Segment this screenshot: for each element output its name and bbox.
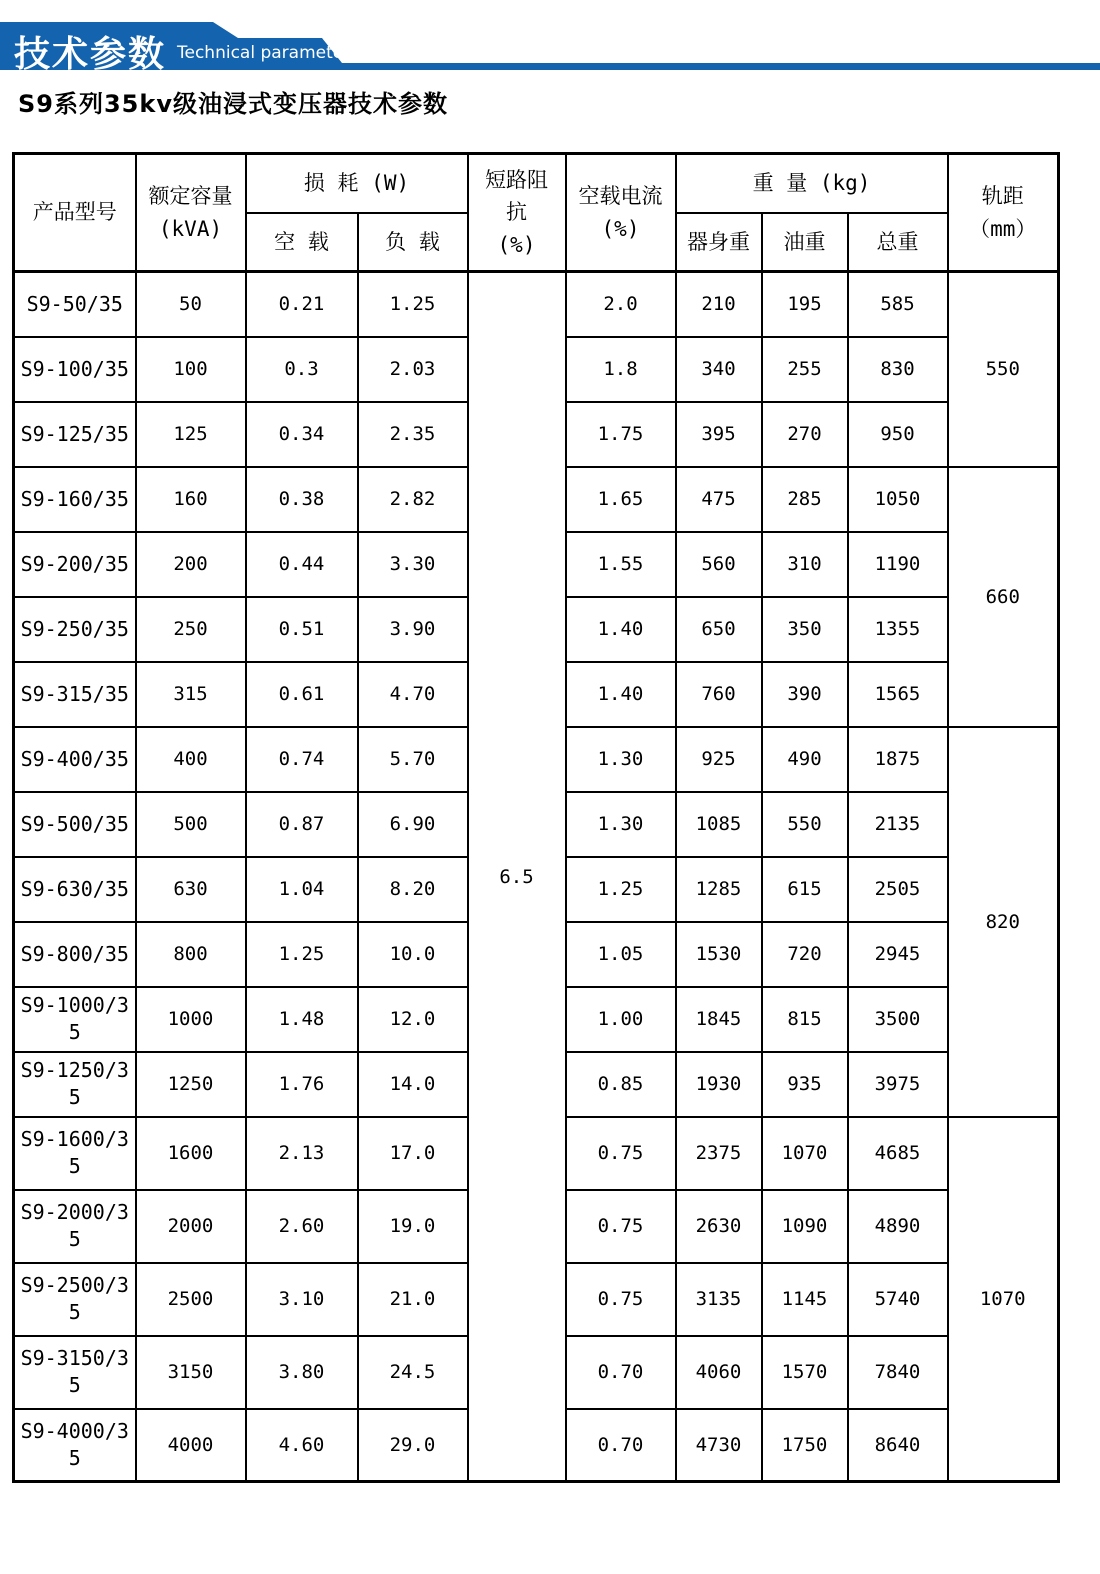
col-header-weight-group: 重 量 (kg) bbox=[676, 154, 948, 213]
no-load-loss-cell: 0.74 bbox=[246, 727, 358, 792]
body-weight-cell: 925 bbox=[676, 727, 762, 792]
total-weight-cell: 3975 bbox=[848, 1052, 948, 1117]
model-cell: S9-500/35 bbox=[14, 792, 136, 857]
capacity-cell: 200 bbox=[136, 532, 246, 597]
no-load-loss-cell: 0.38 bbox=[246, 467, 358, 532]
no-load-current-cell: 1.55 bbox=[566, 532, 676, 597]
total-weight-cell: 1875 bbox=[848, 727, 948, 792]
capacity-cell: 4000 bbox=[136, 1409, 246, 1482]
capacity-cell: 2000 bbox=[136, 1190, 246, 1263]
no-load-current-cell: 1.05 bbox=[566, 922, 676, 987]
no-load-loss-cell: 0.21 bbox=[246, 272, 358, 337]
oil-weight-cell: 350 bbox=[762, 597, 848, 662]
load-loss-cell: 8.20 bbox=[358, 857, 468, 922]
no-load-current-cell: 1.75 bbox=[566, 402, 676, 467]
capacity-cell: 500 bbox=[136, 792, 246, 857]
load-loss-cell: 21.0 bbox=[358, 1263, 468, 1336]
body-weight-cell: 1285 bbox=[676, 857, 762, 922]
total-weight-cell: 585 bbox=[848, 272, 948, 337]
no-load-loss-cell: 4.60 bbox=[246, 1409, 358, 1482]
total-weight-cell: 2945 bbox=[848, 922, 948, 987]
load-loss-cell: 14.0 bbox=[358, 1052, 468, 1117]
total-weight-cell: 950 bbox=[848, 402, 948, 467]
no-load-loss-cell: 0.87 bbox=[246, 792, 358, 857]
oil-weight-cell: 1070 bbox=[762, 1117, 848, 1190]
model-cell: S9-125/35 bbox=[14, 402, 136, 467]
load-loss-cell: 2.35 bbox=[358, 402, 468, 467]
no-load-current-cell: 1.00 bbox=[566, 987, 676, 1052]
body-weight-cell: 1530 bbox=[676, 922, 762, 987]
no-load-loss-cell: 0.44 bbox=[246, 532, 358, 597]
col-header-noload-current: 空载电流 (%) bbox=[566, 154, 676, 272]
table-body bbox=[14, 272, 1059, 1482]
no-load-loss-cell: 1.48 bbox=[246, 987, 358, 1052]
capacity-cell: 1600 bbox=[136, 1117, 246, 1190]
oil-weight-cell: 615 bbox=[762, 857, 848, 922]
capacity-cell: 125 bbox=[136, 402, 246, 467]
model-cell: S9-800/35 bbox=[14, 922, 136, 987]
gauge-cell: 820 bbox=[948, 727, 1059, 1117]
total-weight-cell: 2505 bbox=[848, 857, 948, 922]
total-weight-cell: 1190 bbox=[848, 532, 948, 597]
model-cell: S9-50/35 bbox=[14, 272, 136, 337]
no-load-current-cell: 1.30 bbox=[566, 727, 676, 792]
no-load-current-cell: 0.70 bbox=[566, 1409, 676, 1482]
capacity-cell: 2500 bbox=[136, 1263, 246, 1336]
no-load-loss-cell: 1.04 bbox=[246, 857, 358, 922]
load-loss-cell: 17.0 bbox=[358, 1117, 468, 1190]
body-weight-cell: 1845 bbox=[676, 987, 762, 1052]
model-cell: S9-315/35 bbox=[14, 662, 136, 727]
body-weight-cell: 3135 bbox=[676, 1263, 762, 1336]
load-loss-cell: 4.70 bbox=[358, 662, 468, 727]
no-load-loss-cell: 3.10 bbox=[246, 1263, 358, 1336]
load-loss-cell: 12.0 bbox=[358, 987, 468, 1052]
banner-title-cn: 技术参数 bbox=[14, 34, 167, 75]
total-weight-cell: 4890 bbox=[848, 1190, 948, 1263]
gauge-cell: 660 bbox=[948, 467, 1059, 727]
load-loss-cell: 10.0 bbox=[358, 922, 468, 987]
banner-title-en: Technical parameter bbox=[177, 43, 351, 63]
oil-weight-cell: 490 bbox=[762, 727, 848, 792]
total-weight-cell: 2135 bbox=[848, 792, 948, 857]
capacity-cell: 100 bbox=[136, 337, 246, 402]
model-cell: S9-1600/35 bbox=[14, 1117, 136, 1190]
body-weight-cell: 210 bbox=[676, 272, 762, 337]
no-load-current-cell: 0.75 bbox=[566, 1263, 676, 1336]
load-loss-cell: 1.25 bbox=[358, 272, 468, 337]
load-loss-cell: 5.70 bbox=[358, 727, 468, 792]
spec-table bbox=[12, 152, 1060, 1483]
no-load-loss-cell: 0.61 bbox=[246, 662, 358, 727]
capacity-cell: 800 bbox=[136, 922, 246, 987]
col-header-weight-total: 总重 bbox=[848, 213, 948, 272]
oil-weight-cell: 1570 bbox=[762, 1336, 848, 1409]
page-title: S9系列35kv级油浸式变压器技术参数 bbox=[18, 90, 448, 118]
model-cell: S9-100/35 bbox=[14, 337, 136, 402]
oil-weight-cell: 270 bbox=[762, 402, 848, 467]
no-load-current-cell: 1.25 bbox=[566, 857, 676, 922]
no-load-loss-cell: 0.3 bbox=[246, 337, 358, 402]
load-loss-cell: 3.90 bbox=[358, 597, 468, 662]
model-cell: S9-400/35 bbox=[14, 727, 136, 792]
capacity-cell: 50 bbox=[136, 272, 246, 337]
impedance-cell: 6.5 bbox=[468, 272, 566, 1482]
oil-weight-cell: 1145 bbox=[762, 1263, 848, 1336]
col-header-loss-noload: 空 载 bbox=[246, 213, 358, 272]
total-weight-cell: 5740 bbox=[848, 1263, 948, 1336]
capacity-cell: 315 bbox=[136, 662, 246, 727]
load-loss-cell: 3.30 bbox=[358, 532, 468, 597]
header-row-1 bbox=[14, 154, 1059, 213]
load-loss-cell: 2.03 bbox=[358, 337, 468, 402]
oil-weight-cell: 1090 bbox=[762, 1190, 848, 1263]
no-load-current-cell: 1.40 bbox=[566, 597, 676, 662]
oil-weight-cell: 720 bbox=[762, 922, 848, 987]
body-weight-cell: 2630 bbox=[676, 1190, 762, 1263]
total-weight-cell: 8640 bbox=[848, 1409, 948, 1482]
model-cell: S9-630/35 bbox=[14, 857, 136, 922]
model-cell: S9-250/35 bbox=[14, 597, 136, 662]
no-load-loss-cell: 2.13 bbox=[246, 1117, 358, 1190]
no-load-loss-cell: 3.80 bbox=[246, 1336, 358, 1409]
banner bbox=[0, 22, 1100, 75]
oil-weight-cell: 255 bbox=[762, 337, 848, 402]
capacity-cell: 3150 bbox=[136, 1336, 246, 1409]
total-weight-cell: 1565 bbox=[848, 662, 948, 727]
load-loss-cell: 6.90 bbox=[358, 792, 468, 857]
no-load-current-cell: 2.0 bbox=[566, 272, 676, 337]
no-load-current-cell: 1.40 bbox=[566, 662, 676, 727]
oil-weight-cell: 550 bbox=[762, 792, 848, 857]
no-load-current-cell: 0.75 bbox=[566, 1190, 676, 1263]
table-header bbox=[14, 154, 1059, 272]
no-load-loss-cell: 0.34 bbox=[246, 402, 358, 467]
no-load-loss-cell: 2.60 bbox=[246, 1190, 358, 1263]
total-weight-cell: 4685 bbox=[848, 1117, 948, 1190]
capacity-cell: 250 bbox=[136, 597, 246, 662]
col-header-loss-group: 损 耗 (W) bbox=[246, 154, 468, 213]
total-weight-cell: 7840 bbox=[848, 1336, 948, 1409]
body-weight-cell: 1930 bbox=[676, 1052, 762, 1117]
model-cell: S9-2500/35 bbox=[14, 1263, 136, 1336]
no-load-loss-cell: 1.76 bbox=[246, 1052, 358, 1117]
model-cell: S9-4000/35 bbox=[14, 1409, 136, 1482]
load-loss-cell: 19.0 bbox=[358, 1190, 468, 1263]
body-weight-cell: 1085 bbox=[676, 792, 762, 857]
gauge-cell: 550 bbox=[948, 272, 1059, 467]
oil-weight-cell: 390 bbox=[762, 662, 848, 727]
oil-weight-cell: 935 bbox=[762, 1052, 848, 1117]
gauge-cell: 1070 bbox=[948, 1117, 1059, 1482]
no-load-current-cell: 0.70 bbox=[566, 1336, 676, 1409]
no-load-loss-cell: 1.25 bbox=[246, 922, 358, 987]
col-header-weight-oil: 油重 bbox=[762, 213, 848, 272]
body-weight-cell: 2375 bbox=[676, 1117, 762, 1190]
capacity-cell: 160 bbox=[136, 467, 246, 532]
capacity-cell: 630 bbox=[136, 857, 246, 922]
oil-weight-cell: 815 bbox=[762, 987, 848, 1052]
no-load-current-cell: 1.65 bbox=[566, 467, 676, 532]
load-loss-cell: 29.0 bbox=[358, 1409, 468, 1482]
model-cell: S9-200/35 bbox=[14, 532, 136, 597]
no-load-current-cell: 1.8 bbox=[566, 337, 676, 402]
load-loss-cell: 24.5 bbox=[358, 1336, 468, 1409]
model-cell: S9-160/35 bbox=[14, 467, 136, 532]
capacity-cell: 400 bbox=[136, 727, 246, 792]
total-weight-cell: 1355 bbox=[848, 597, 948, 662]
col-header-model: 产品型号 bbox=[14, 154, 136, 272]
model-cell: S9-1250/35 bbox=[14, 1052, 136, 1117]
oil-weight-cell: 310 bbox=[762, 532, 848, 597]
col-header-weight-body: 器身重 bbox=[676, 213, 762, 272]
col-header-capacity: 额定容量 (kVA) bbox=[136, 154, 246, 272]
body-weight-cell: 4060 bbox=[676, 1336, 762, 1409]
model-cell: S9-2000/35 bbox=[14, 1190, 136, 1263]
col-header-impedance: 短路阻 抗 (%) bbox=[468, 154, 566, 272]
total-weight-cell: 3500 bbox=[848, 987, 948, 1052]
load-loss-cell: 2.82 bbox=[358, 467, 468, 532]
body-weight-cell: 475 bbox=[676, 467, 762, 532]
total-weight-cell: 830 bbox=[848, 337, 948, 402]
body-weight-cell: 395 bbox=[676, 402, 762, 467]
body-weight-cell: 760 bbox=[676, 662, 762, 727]
model-cell: S9-1000/35 bbox=[14, 987, 136, 1052]
body-weight-cell: 340 bbox=[676, 337, 762, 402]
oil-weight-cell: 285 bbox=[762, 467, 848, 532]
oil-weight-cell: 195 bbox=[762, 272, 848, 337]
no-load-current-cell: 1.30 bbox=[566, 792, 676, 857]
model-cell: S9-3150/35 bbox=[14, 1336, 136, 1409]
capacity-cell: 1000 bbox=[136, 987, 246, 1052]
col-header-loss-load: 负 载 bbox=[358, 213, 468, 272]
oil-weight-cell: 1750 bbox=[762, 1409, 848, 1482]
body-weight-cell: 650 bbox=[676, 597, 762, 662]
no-load-current-cell: 0.75 bbox=[566, 1117, 676, 1190]
total-weight-cell: 1050 bbox=[848, 467, 948, 532]
capacity-cell: 1250 bbox=[136, 1052, 246, 1117]
body-weight-cell: 560 bbox=[676, 532, 762, 597]
col-header-gauge: 轨距 （mm） bbox=[948, 154, 1059, 272]
no-load-loss-cell: 0.51 bbox=[246, 597, 358, 662]
no-load-current-cell: 0.85 bbox=[566, 1052, 676, 1117]
table-row bbox=[14, 272, 1059, 337]
body-weight-cell: 4730 bbox=[676, 1409, 762, 1482]
